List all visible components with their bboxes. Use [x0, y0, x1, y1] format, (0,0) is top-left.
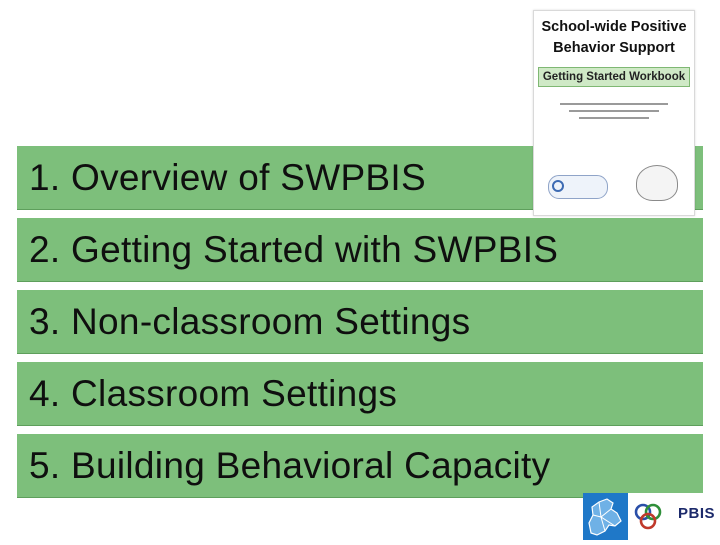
- overlapping-rings-icon: [628, 493, 668, 540]
- workbook-title-line1: School-wide Positive: [541, 19, 687, 35]
- workbook-title: [534, 17, 694, 59]
- workbook-fine-print: [559, 103, 669, 119]
- pbis-center-logo-icon: [548, 175, 608, 199]
- workbook-title-line2: Behavior Support: [553, 40, 675, 56]
- ideas-that-work-logo-icon: [636, 165, 678, 201]
- workbook-logos: [534, 165, 694, 205]
- workbook-cover-image: [533, 10, 695, 216]
- brand-label: PBIS: [678, 505, 716, 522]
- workbook-subtitle: Getting Started Workbook: [538, 67, 690, 87]
- menu-item-non-classroom[interactable]: 3. Non-classroom Settings: [17, 290, 703, 354]
- menu-item-behavioral-capacity[interactable]: 5. Building Behavioral Capacity: [17, 434, 703, 498]
- regional-map-icon: [583, 493, 628, 540]
- menu-item-classroom[interactable]: 4. Classroom Settings: [17, 362, 703, 426]
- footer-logo: [583, 493, 720, 540]
- rings-tile: [628, 493, 720, 540]
- menu-item-overview[interactable]: 1. Overview of SWPBIS: [17, 146, 703, 210]
- menu-item-getting-started[interactable]: 2. Getting Started with SWPBIS: [17, 218, 703, 282]
